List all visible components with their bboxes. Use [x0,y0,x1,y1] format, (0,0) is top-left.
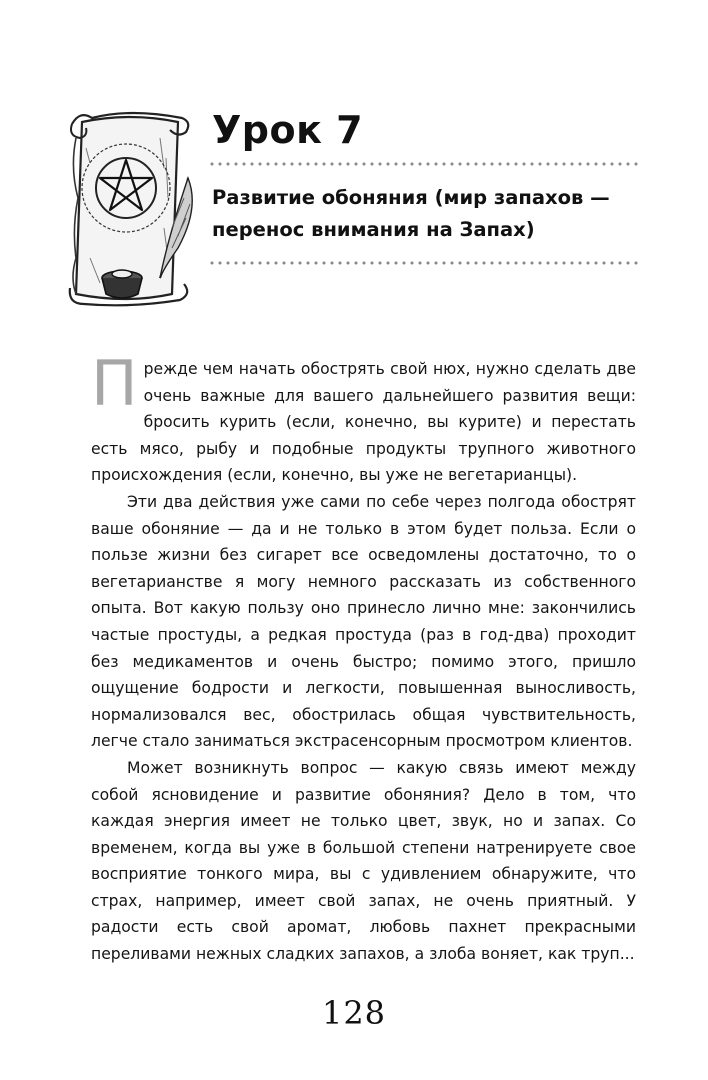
lesson-subtitle: Развитие обоняния (мир запахов — перенос внимания на Запах) [212,186,610,241]
paragraph-2: Эти два действия уже сами по себе через полгода обострят ваше обоняние — да и не только в этом будет польза. Если о пользе жизни без сигарет все осведомлены достаточно, то о вегетарианстве я могу немного рассказать из собственного опыта. Вот какую пользу оно принесло лично мне: закончились частые простуды, а редкая простуда (раз в год-два) проходит без медикаментов и очень быстро; помимо этого, пришло ощущение бодрости и легкости, повышенная выносливость, нормализовался вес, обострилась общая чувствительность, легче стало заниматься экстрасенсорным просмотром клиентов. [91,492,636,751]
paragraph-1 [91,347,636,489]
paragraph-3: Может возникнуть вопрос — какую связь имеют между собой ясновидение и развитие обоняния? Дело в том, что каждая энергия имеет не только цвет, звук, но и запах. Со временем, когда вы уже в большой степени натренируете свое восприятие тонкого мира, вы с удивлением обнаружите, что страх, например, имеет свой запах, не очень приятный. У радости есть свой аромат, любовь пахнет прекрасными переливами нежных сладких запахов, а злоба воняет, как труп... [91,758,636,964]
body-text [91,347,636,968]
dotted-divider-top [208,162,640,166]
lesson-header [0,0,708,320]
lesson-title: Урок 7 [212,108,364,152]
page-number: 128 [321,994,387,1032]
paragraph-1-text: режде чем начать обострять свой нюх, нужно сделать две очень важные для вашего дальнейшего развития вещи: бросить курить (если, конечно, вы курите) и перестать есть мясо, рыбу и подобные продукты трупного животного происхождения (если, конечно, вы уже не вегетарианцы). [91,360,636,485]
dotted-divider-bottom [208,261,640,265]
scroll-pentagram-quill-icon [60,108,200,308]
drop-cap: П [91,347,138,420]
